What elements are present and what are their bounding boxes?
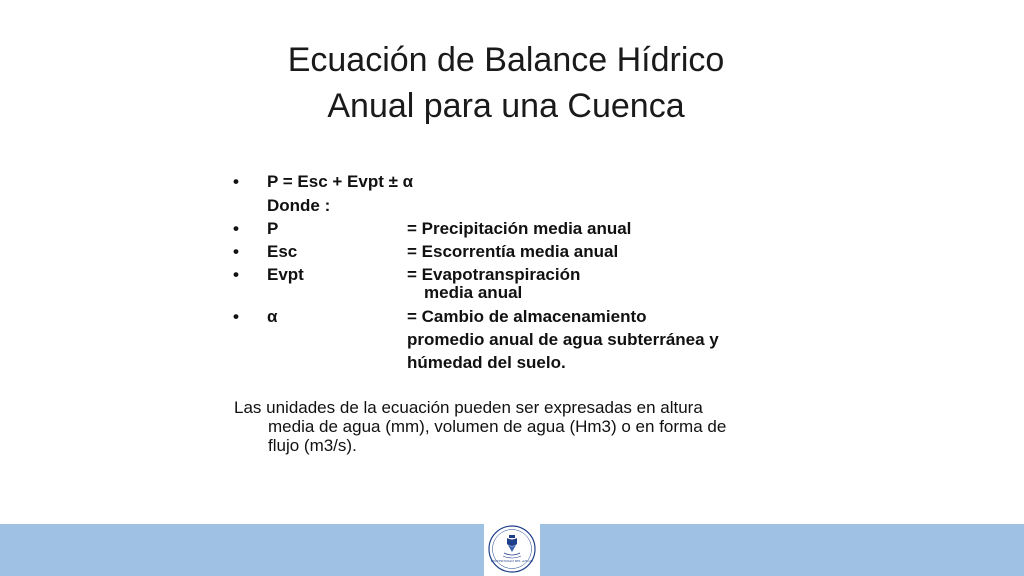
slide-title-line-2: Anual para una Cuenca	[327, 87, 685, 125]
bullet-marker: •	[233, 307, 239, 326]
definition-alpha-cont2: húmedad del suelo.	[407, 353, 566, 372]
equation-text: P = Esc + Evpt ± α	[267, 172, 414, 191]
definition-evpt: = Evapotranspiración	[407, 265, 581, 284]
slide-title-line-1: Ecuación de Balance Hídrico	[287, 41, 725, 79]
university-seal-icon	[486, 523, 538, 575]
donde-label: Donde :	[267, 196, 331, 215]
units-note-line-3: flujo (m3/s).	[268, 436, 357, 455]
bullet-marker: •	[233, 172, 239, 191]
definition-alpha: = Cambio de almacenamiento	[407, 307, 647, 326]
bullet-marker: •	[233, 265, 239, 284]
bullet-marker: •	[233, 242, 239, 261]
definition-esc: = Escorrentía media anual	[407, 242, 619, 261]
term-evpt: Evpt	[267, 265, 304, 284]
units-note-line-2: media de agua (mm), volumen de agua (Hm3) o en forma de	[268, 417, 727, 436]
term-alpha: α	[267, 307, 278, 326]
units-note	[234, 398, 804, 455]
definition-evpt-cont: media anual	[424, 283, 523, 302]
units-note-line-1: Las unidades de la ecuación pueden ser expresadas en altura	[234, 398, 703, 417]
term-esc: Esc	[267, 242, 298, 261]
university-logo	[484, 521, 540, 576]
definition-p: = Precipitación media anual	[407, 219, 632, 238]
term-p: P	[267, 219, 279, 238]
logo-text: UNIVERSIDAD DEL AZUAY	[490, 559, 534, 563]
definition-alpha-cont: promedio anual de agua subterránea y	[407, 330, 719, 349]
bullet-marker: •	[233, 219, 239, 238]
